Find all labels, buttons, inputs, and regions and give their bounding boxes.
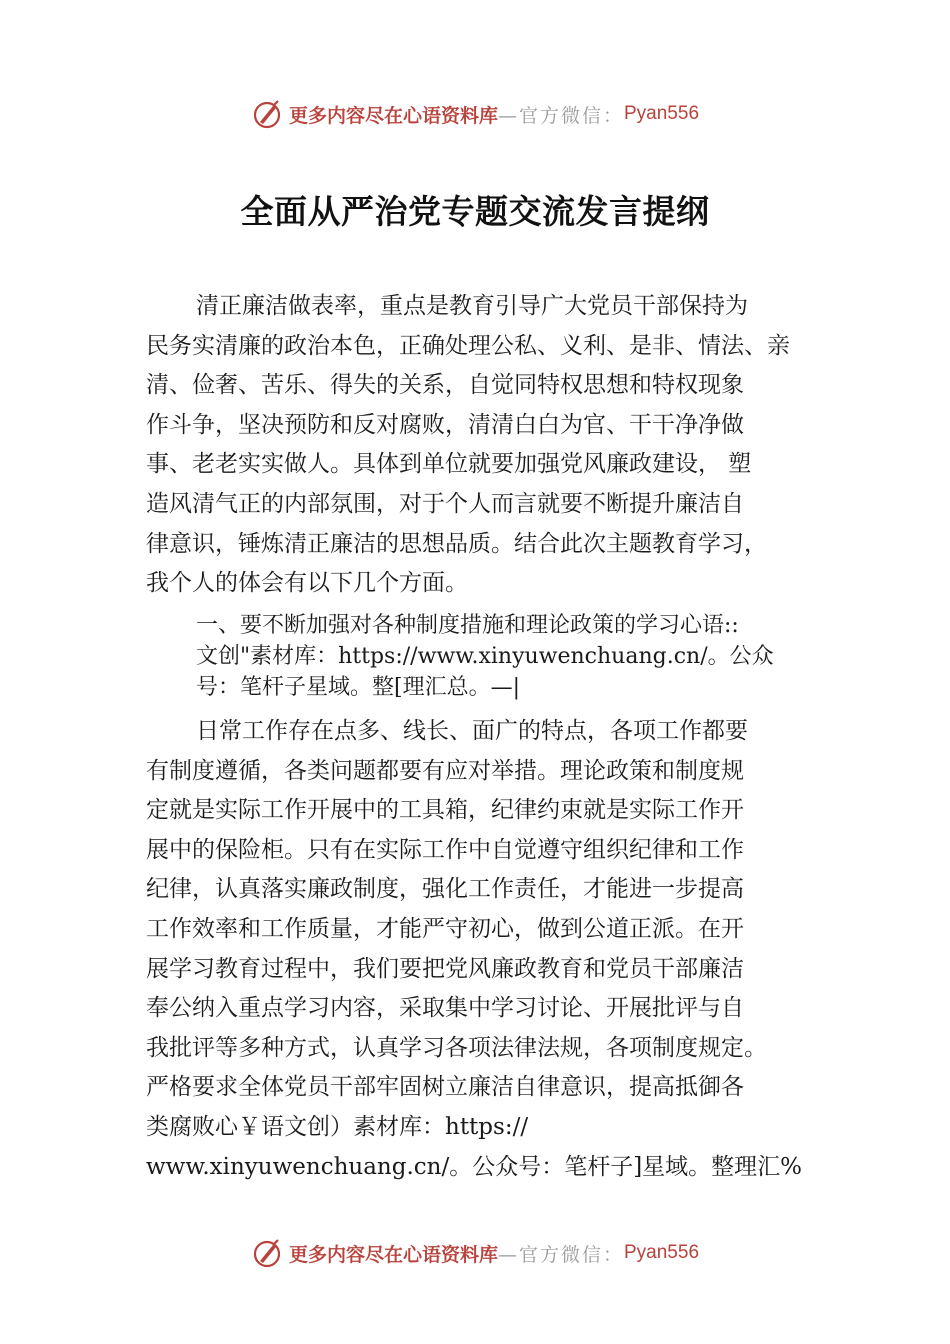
header-watermark [0,94,950,134]
watermark-wechat-id: Pyan556 [624,1242,700,1263]
footer-watermark [0,1233,950,1273]
paragraph-intro [146,287,826,604]
brush-logo-icon [251,98,283,130]
paragraph-line: 类腐败心￥语文创）素材库：https:// [146,1113,529,1140]
paragraph-line: 奉公纳入重点学习内容，采取集中学习讨论、开展批评与自 [146,995,744,1022]
document-title: 全面从严治党专题交流发言提纲 [240,192,710,231]
brush-logo-icon [251,1237,283,1269]
paragraph-line: 清、俭奢、苦乐、得失的关系，自觉同特权思想和特权现象 [146,372,744,399]
watermark-separator-text: —官方微信： [497,1243,624,1266]
paragraph-line: 事、老老实实做人。具体到单位就要加强党风廉政建设， 塑 [146,451,752,478]
paragraph-line: www.xinyuwenchuang.cn/。公众号：笔杆子]星域。整理汇% [146,1153,803,1180]
paragraph-line: 日常工作存在点多、线长、面广的特点，各项工作都要 [196,718,748,744]
paragraph-line: 严格要求全体党员干部牢固树立廉洁自律意识，提高抵御各 [146,1074,744,1101]
paragraph-line: 造风清气正的内部氛围，对于个人而言就要不断提升廉洁自 [146,490,744,517]
watermark-wechat-id: Pyan556 [624,103,700,124]
paragraph-line: 定就是实际工作开展中的工具箱，纪律约束就是实际工作开 [146,797,744,824]
paragraph-line: 纪律，认真落实廉政制度，强化工作责任，才能进一步提高 [146,876,744,903]
paragraph-line: 工作效率和工作质量，才能严守初心，做到公道正派。在开 [146,915,744,942]
heading-line: 文创"素材库：https://www.xinyuwenchuang.cn/。公众 [196,644,774,669]
paragraph-line: 律意识，锤炼清正廉洁的思想品质。结合此次主题教育学习， [146,530,767,557]
section-heading-1 [196,610,836,703]
paragraph-line: 我批评等多种方式，认真学习各项法律法规，各项制度规定。 [146,1034,767,1061]
paragraph-line: 清正廉洁做表率，重点是教育引导广大党员干部保持为 [196,293,748,319]
heading-line: 号：笔杆子星域。整[理汇总。—| [196,675,520,700]
paragraph-line: 有制度遵循，各类问题都要有应对举措。理论政策和制度规 [146,757,744,784]
heading-line: 一、要不断加强对各种制度措施和理论政策的学习心语:: [196,613,739,638]
paragraph-line: 民务实清廉的政治本色，正确处理公私、义利、是非、情法、亲 [146,332,790,359]
paragraph-line: 展中的保险柜。只有在实际工作中自觉遵守组织纪律和工作 [146,836,744,863]
paragraph-line: 作斗争，坚决预防和反对腐败，清清白白为官、干干净净做 [146,411,744,438]
watermark-brand-text: 更多内容尽在心语资料库 [288,104,498,127]
watermark-brand-text: 更多内容尽在心语资料库 [288,1243,498,1266]
watermark-separator-text: —官方微信： [497,104,624,127]
paragraph-line: 展学习教育过程中，我们要把党风廉政教育和党员干部廉洁 [146,955,744,982]
paragraph-section-1 [146,712,826,1187]
paragraph-line: 我个人的体会有以下几个方面。 [146,570,468,597]
